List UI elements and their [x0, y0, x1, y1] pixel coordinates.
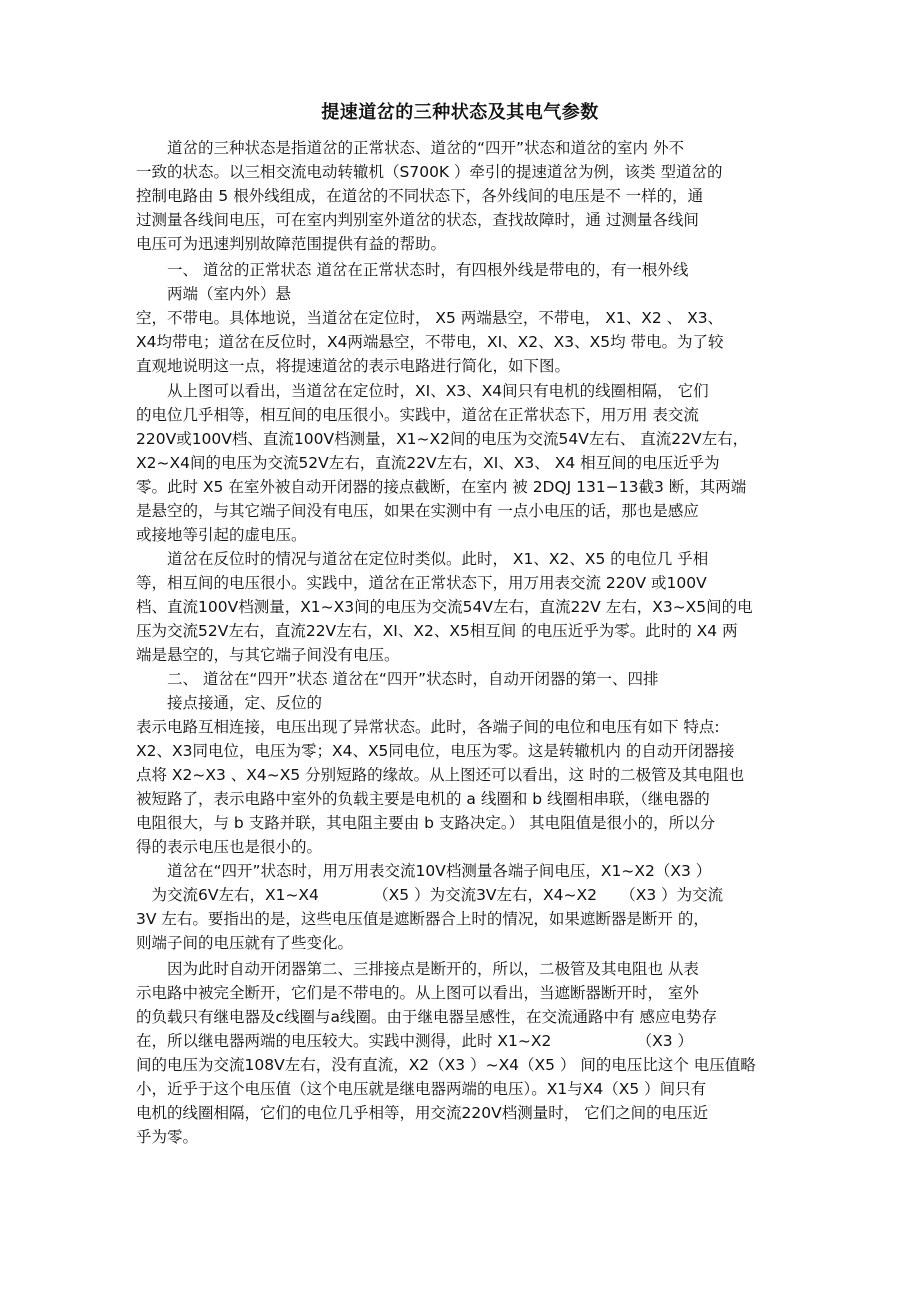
- text-line: 得的表示电压也是很小的。: [136, 838, 323, 856]
- document-title: 提速道岔的三种状态及其电气参数: [321, 102, 599, 123]
- text-line: 档、直流100V档测量，X1~X3间的电压为交流54V左右，直流22V 左右，X3~X5间的电: [136, 598, 753, 616]
- text-line: 等，相互间的电压很小。实践中，道岔在正常状态下，用万用表交流 220V 或100V: [136, 574, 707, 592]
- text-line: 压为交流52V左右，直流22V左右，XI、X2、X5相互间 的电压近乎为零。此时的 X4 两: [136, 622, 738, 640]
- text-line: 为交流6V左右，X1~X4 （X5 ）为交流3V左右，X4~X2 （X3 ）为交流: [136, 886, 724, 904]
- text-line: 电机的线圈相隔，它们的电位几乎相等，用交流220V档测量时， 它们之间的电压近: [136, 1104, 709, 1122]
- text-line: 零。此时 X5 在室外被自动开闭器的接点截断，在室内 被 2DQJ 131−13截3 断，其两端: [136, 478, 747, 496]
- text-line: X2~X4间的电压为交流52V左右，直流22V左右，XI、X3、 X4 相互间的电压近乎为: [136, 454, 720, 472]
- text-line: 点将 X2~X3 、X4~X5 分别短路的缘故。从上图还可以看出，这 时的二极管及其电阻也: [136, 766, 745, 784]
- text-line: 道岔在“四开”状态时，用万用表交流10V档测量各端子间电压，X1~X2（X3 ）: [136, 862, 712, 880]
- text-line: 道岔在反位时的情况与道岔在定位时类似。此时， X1、X2、X5 的电位几 乎相: [136, 550, 709, 568]
- text-line: 控制电路由 5 根外线组成，在道岔的不同状态下，各外线间的电压是不 一样的，通: [136, 187, 704, 205]
- text-line: X4均带电；道岔在反位时，X4两端悬空，不带电，XI、X2、X3、X5均 带电。为了较: [136, 333, 724, 351]
- text-line: 乎为零。: [136, 1128, 199, 1146]
- text-line: 电压可为迅速判别故障范围提供有益的帮助。: [136, 235, 447, 253]
- text-line: 的负载只有继电器及c线圈与a线圈。由于继电器呈感性，在交流通路中有 感应电势存: [136, 1008, 717, 1026]
- text-line: 道岔的三种状态是指道岔的正常状态、道岔的“四开”状态和道岔的室内 外不: [136, 139, 684, 157]
- text-line: 小，近乎于这个电压值（这个电压就是继电器两端的电压）。X1与X4（X5 ）间只有: [136, 1080, 707, 1098]
- text-line: 因为此时自动开闭器第二、三排接点是断开的，所以，二极管及其电阻也 从表: [136, 960, 699, 978]
- text-line: 的电位几乎相等，相互间的电压很小。实践中，道岔在正常状态下，用万用 表交流: [136, 406, 699, 424]
- text-line: 3V 左右。要指出的是，这些电压值是遮断器合上时的情况，如果遮断器是断开 的，: [136, 910, 709, 928]
- text-line: 间的电压为交流108V左右，没有直流，X2（X3 ）~X4（X5 ） 间的电压比这个 电压值略: [136, 1056, 756, 1074]
- text-line: 端是悬空的，与其它端子间没有电压。: [136, 646, 400, 664]
- text-line: 220V或100V档、直流100V档测量，X1~X2间的电压为交流54V左右、 直流22V左右，: [136, 430, 749, 448]
- text-line: 一致的状态。以三相交流电动转辙机（S700K ）牵引的提速道岔为例，该类 型道岔的: [136, 163, 723, 181]
- text-line: 则端子间的电压就有了些变化。: [136, 934, 354, 952]
- text-line: 两端（室内外）悬: [136, 285, 292, 303]
- text-line: 是悬空的，与其它端子间没有电压，如果在实测中有 一点小电压的话，那也是感应: [136, 502, 699, 520]
- text-line: 被短路了，表示电路中室外的负载主要是电机的 a 线圈和 b 线圈相串联，（继电器的: [136, 790, 710, 808]
- text-line: 直观地说明这一点，将提速道岔的表示电路进行简化，如下图。: [136, 357, 571, 375]
- text-line: 或接地等引起的虚电压。: [136, 526, 307, 544]
- text-line: 表示电路互相连接，电压出现了异常状态。此时，各端子间的电位和电压有如下 特点:: [136, 718, 720, 736]
- text-line: 电阻很大，与 b 支路并联，其电阻主要由 b 支路决定。） 其电阻值是很小的，所以分: [136, 814, 716, 832]
- text-line: X2、X3同电位，电压为零；X4、X5同电位，电压为零。这是转辙机内 的自动开闭器接: [136, 742, 735, 760]
- text-line: 示电路中被完全断开，它们是不带电的。从上图可以看出，当遮断器断开时， 室外: [136, 984, 699, 1002]
- section-heading-line: 一、 道岔的正常状态 道岔在正常状态时，有四根外线是带电的，有一根外线: [136, 261, 689, 279]
- text-line: 接点接通，定、反位的: [136, 694, 323, 712]
- text-line: 空，不带电。具体地说，当道岔在定位时， X5 两端悬空，不带电， X1、X2 、 X3、: [136, 309, 724, 327]
- section-heading-line: 二、 道岔在“四开”状态 道岔在“四开”状态时，自动开闭器的第一、四排: [136, 670, 659, 688]
- text-line: 过测量各线间电压，可在室内判别室外道岔的状态，查找故障时，通 过测量各线间: [136, 211, 699, 229]
- text-line: 从上图可以看出，当道岔在定位时，XI、X3、X4间只有电机的线圈相隔， 它们: [136, 382, 709, 400]
- text-line: 在，所以继电器两端的电压较大。实践中测得，此时 X1~X2 （X3 ）: [136, 1032, 694, 1050]
